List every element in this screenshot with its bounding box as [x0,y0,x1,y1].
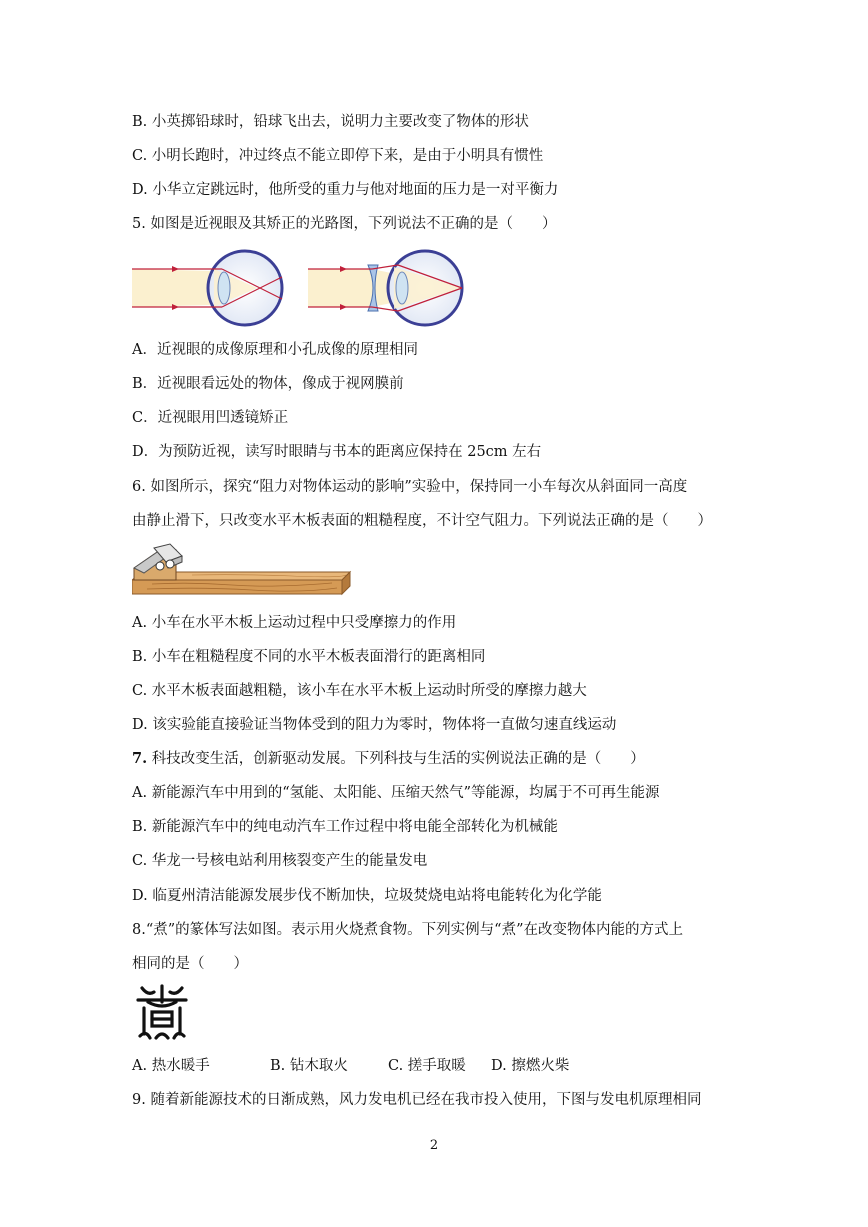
q7-option-d: D. 临夏州清洁能源发展步伐不断加快，垃圾焚烧电站将电能转化为化学能 [132,888,602,904]
q8-stem-line1: 8.“煮”的篆体写法如图。表示用火烧煮食物。下列实例与“煮”在改变物体内能的方式上 [132,922,683,938]
seal-script-zhu-icon [134,982,190,1042]
q8-stem-line2: 相同的是（ ） [132,956,248,972]
q8-option-a: A. 热水暖手 [132,1058,210,1074]
q8-option-c: C. 搓手取暖 [388,1058,466,1074]
q6-option-a: A. 小车在水平木板上运动过程中只受摩擦力的作用 [132,615,457,631]
q5-stem: 5. 如图是近视眼及其矫正的光路图，下列说法不正确的是（ ） [132,216,557,232]
q6-option-d: D. 该实验能直接验证当物体受到的阻力为零时，物体将一直做匀速直线运动 [132,717,617,733]
uncorrected-eye [132,251,282,325]
incline-cart-figure [132,542,354,600]
q4-option-c: C. 小明长跑时，冲过终点不能立即停下来，是由于小明具有惯性 [132,148,544,164]
q4-option-d: D. 小华立定跳远时，他所受的重力与他对地面的压力是一对平衡力 [132,182,559,198]
q6-option-c: C. 水平木板表面越粗糙，该小车在水平木板上运动时所受的摩擦力越大 [132,683,587,699]
q7-text: 科技改变生活，创新驱动发展。下列科技与生活的实例说法正确的是（ ） [147,751,645,767]
q8-option-b: B. 钻木取火 [270,1058,348,1074]
q6-option-b: B. 小车在粗糙程度不同的水平木板表面滑行的距离相同 [132,649,486,665]
q6-stem-line1: 6. 如图所示，探究“阻力对物体运动的影响”实验中，保持同一小车每次从斜面同一高度 [132,479,688,495]
q5-option-b: B．近视眼看远处的物体，像成于视网膜前 [132,376,404,392]
q7-number: 7. [132,750,148,767]
q7-stem [132,749,645,769]
q4-option-b: B. 小英掷铅球时，铅球飞出去，说明力主要改变了物体的形状 [132,114,529,130]
q7-option-a: A. 新能源汽车中用到的“氢能、太阳能、压缩天然气”等能源，均属于不可再生能源 [132,785,660,801]
q5-option-a: A．近视眼的成像原理和小孔成像的原理相同 [132,342,418,358]
q7-option-b: B. 新能源汽车中的纯电动汽车工作过程中将电能全部转化为机械能 [132,819,558,835]
q8-option-d: D. 擦燃火柴 [491,1058,570,1074]
q9-stem: 9. 随着新能源技术的日渐成熟，风力发电机已经在我市投入使用，下图与发电机原理相同 [132,1092,702,1108]
q5-option-d: D．为预防近视，读写时眼睛与书本的距离应保持在 25cm 左右 [132,444,542,460]
q5-option-c: C．近视眼用凹透镜矫正 [132,410,289,426]
q7-option-c: C. 华龙一号核电站利用核裂变产生的能量发电 [132,853,428,869]
page-number: 2 [429,1138,439,1153]
q6-stem-line2: 由静止滑下，只改变水平木板表面的粗糙程度，不计空气阻力。下列说法正确的是（ ） [132,513,712,529]
q8-options [132,1056,569,1076]
corrected-eye [308,251,462,325]
myopia-eye-figure [132,247,472,329]
